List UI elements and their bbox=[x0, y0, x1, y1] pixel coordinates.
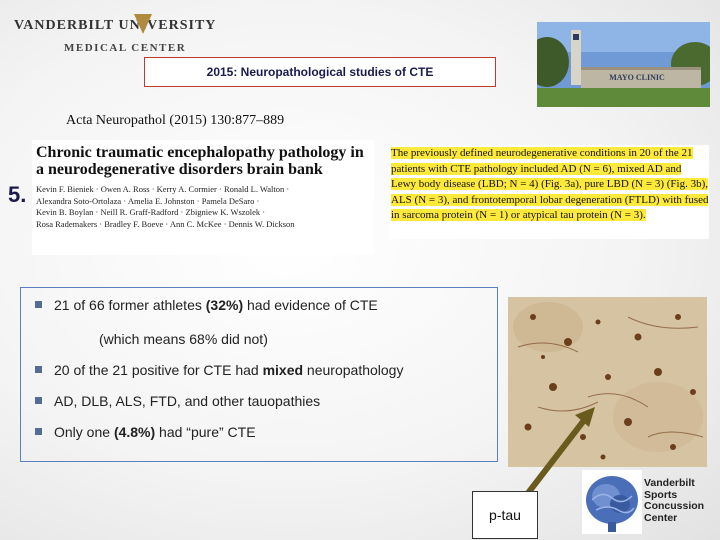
slide-title: 2015: Neuropathological studies of CTE bbox=[144, 57, 496, 87]
vsc-line: Vanderbilt bbox=[644, 477, 695, 489]
bullet-square-icon bbox=[35, 366, 42, 373]
author-line: Kevin B. Boylan · Neill R. Graff-Radford · Zbigniew K. Wszolek · bbox=[36, 207, 266, 217]
mayo-clinic-photo bbox=[537, 22, 710, 107]
author-line: Alexandra Soto-Ortolaza · Amelia E. Johnston · Pamela DeSaro · bbox=[36, 195, 260, 206]
p-tau-label: p-tau bbox=[472, 491, 538, 539]
vsc-line: Concussion bbox=[644, 500, 705, 512]
bullet-square-icon bbox=[35, 397, 42, 404]
bullet-item: Only one (4.8%) had “pure” CTE bbox=[35, 424, 256, 440]
logo-medical-center-text: MEDICAL CENTER bbox=[64, 42, 187, 54]
vsc-logo-text bbox=[644, 478, 704, 524]
vsc-line: Center bbox=[644, 511, 678, 524]
slide-number: 5. bbox=[8, 182, 27, 207]
vsc-line: Sports bbox=[644, 488, 678, 501]
author-line: Rosa Rademakers · Bradley F. Boeve · Ann C. McKee · Dennis W. Dickson bbox=[36, 218, 295, 229]
paper-authors bbox=[36, 184, 372, 230]
brain-icon bbox=[582, 470, 642, 534]
excerpt-text: The previously defined neurodegenerative conditions in 20 of the 21 patients with CTE pathology included AD (N = 6), mixed AD and Lewy body disease (LBD; N = 4) (Fig. 3a), pure LBD (N = 3) (Fig. 3b), ALS (N = 3), and frontotemporal lobar degeneration (FTLD) with fused in sarcoma protein (N = 1) or atypical tau protein (N = 3). bbox=[391, 147, 709, 221]
paper-title: Chronic traumatic encephalopathy pathology in a neurodegenerative disorders brain bank bbox=[36, 144, 364, 178]
bullet-item: 21 of 66 former athletes (32%) had evidence of CTE bbox=[35, 297, 378, 313]
mayo-sign-text: MAYO CLINIC bbox=[609, 73, 665, 82]
logo-university-text: VANDERBILT UNIVERSITY bbox=[14, 18, 217, 33]
highlighted-excerpt bbox=[389, 145, 709, 239]
logo-v-emblem bbox=[134, 14, 152, 34]
bullet-item: AD, DLB, ALS, FTD, and other tauopathies bbox=[35, 393, 320, 409]
bullet-square-icon bbox=[35, 301, 42, 308]
bullet-square-icon bbox=[35, 428, 42, 435]
vanderbilt-logo bbox=[14, 12, 234, 58]
paper-header bbox=[32, 140, 374, 255]
bullet-subnote: (which means 68% did not) bbox=[99, 331, 268, 347]
journal-citation: Acta Neuropathol (2015) 130:877–889 bbox=[66, 113, 285, 128]
bullet-item: 20 of the 21 positive for CTE had mixed neuropathology bbox=[35, 362, 403, 378]
author-line: Kevin F. Bieniek · Owen A. Ross · Kerry A. Cormier · Ronald L. Walton · bbox=[36, 184, 290, 194]
bullet-list bbox=[20, 287, 498, 462]
